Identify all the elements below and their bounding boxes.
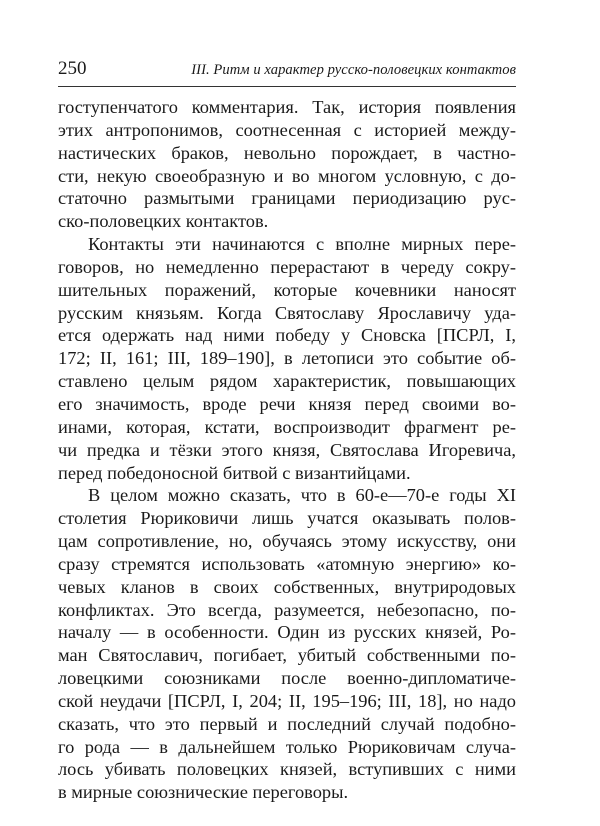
text-line: чи предка и тёзки этого князя, Святослава Игоревича,	[58, 439, 516, 460]
text-line: гоступенчатого комментария. Так, история появления	[58, 97, 516, 117]
text-line: столетия Рюриковичи лишь учатся оказывать полов-	[58, 508, 516, 529]
paragraph	[58, 484, 516, 804]
text-line: чевых кланов в своих собственных, внутриродовых	[58, 576, 516, 597]
text-line: лось убивать половецких князей, вступивших с ними	[58, 759, 516, 780]
text-line: го рода — в дальнейшем только Рюриковичам случа-	[58, 736, 516, 757]
text-line: В целом можно сказать, что в 60-е—70-е годы XI	[88, 485, 516, 506]
text-line: ставлено целым рядом характеристик, повышающих	[58, 371, 516, 392]
text-line: сти, некую своеобразную и во многом условную, с до-	[58, 165, 516, 186]
text-line: конфликтах. Это всегда, разумеется, небезопасно, по-	[58, 599, 516, 620]
text-line: Контакты эти начинаются с вполне мирных пере-	[88, 234, 516, 255]
text-line: сразу стремятся использовать «атомную энергию» ко-	[58, 553, 516, 574]
text-line: ман Святославич, погибает, убитый собственными по-	[58, 645, 516, 666]
text-line: настических браков, невольно порождает, в частно-	[58, 142, 516, 163]
text-line: сказать, что это первый и последний случай подобно-	[58, 713, 516, 734]
text-line: ской неудачи [ПСРЛ, I, 204; II, 195–196; III, 18], но надо	[58, 690, 516, 711]
header-rule	[58, 86, 516, 87]
body-text	[58, 96, 516, 804]
text-line: его значимость, вроде речи князя перед своими во-	[58, 393, 516, 414]
running-title: III. Ритм и характер русско-половецких контактов	[191, 62, 516, 78]
page-number: 250	[58, 58, 87, 79]
text-line: ловецкими союзниками после военно-дипломатиче-	[58, 668, 516, 689]
text-line: русским князьям. Когда Святославу Ярославичу уда-	[58, 302, 516, 323]
text-line: говоров, но немедленно перерастают в череду сокру-	[58, 256, 516, 277]
text-line: 172; II, 161; III, 189–190], в летописи это событие об-	[58, 348, 516, 369]
text-line: этих антропонимов, соотнесенная с историей между-	[58, 119, 516, 140]
text-line: ется одержать над ними победу у Сновска [ПСРЛ, I,	[58, 325, 516, 346]
text-line: цам сопротивление, но, обучаясь этому искусству, они	[58, 531, 516, 552]
paragraph	[58, 96, 516, 233]
text-line: ско-половецких контактов.	[58, 211, 269, 232]
text-line: перед победоносной битвой с византийцами.	[58, 462, 411, 483]
text-line: инами, которая, кстати, воспроизводит фрагмент ре-	[58, 416, 516, 437]
text-line: шительных поражений, которые кочевники наносят	[58, 279, 516, 300]
text-line: статочно размытыми границами периодизацию рус-	[58, 188, 516, 209]
running-header	[58, 58, 516, 82]
text-line: в мирные союзнические переговоры.	[58, 782, 349, 803]
text-line: началу — в особенности. Один из русских князей, Ро-	[58, 622, 516, 643]
paragraph	[58, 233, 516, 484]
